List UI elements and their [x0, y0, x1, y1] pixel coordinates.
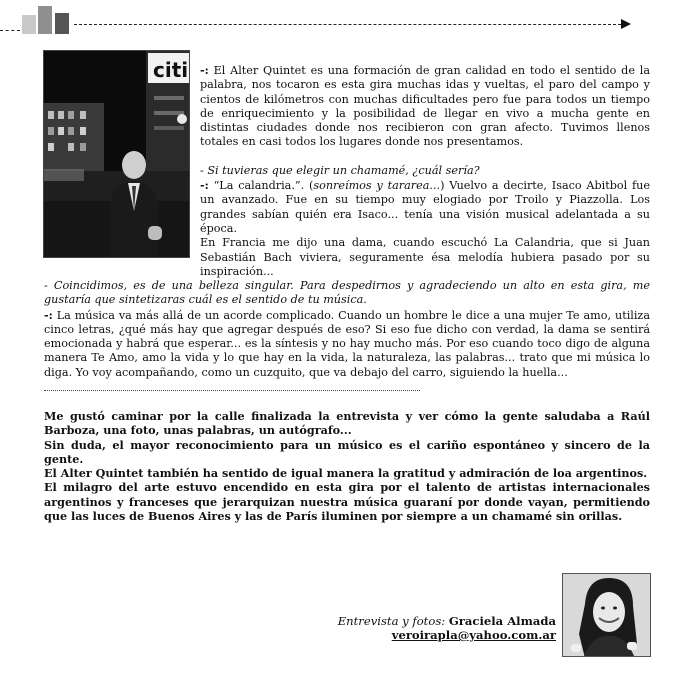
header-dashed-line	[74, 24, 626, 25]
answer-paragraph-2-cont: En Francia me dijo una dama, cuando escuchó La Calandria, que si Juan Sebastián Bach viviera, seguramente ésa melodía hubiera pasado por su inspiración...	[200, 236, 650, 278]
credit-email-link[interactable]: veroirapla@yahoo.com.ar	[391, 628, 556, 642]
answer-paragraph-3	[44, 308, 650, 380]
header-square-mid	[38, 6, 52, 34]
answer-text-2-italic: sonreímos y tararea...	[313, 179, 441, 193]
answer-paragraph-2	[200, 178, 650, 236]
question-2: - Si tuvieras que elegir un chamamé, ¿cuál sería?	[200, 163, 480, 177]
photo-musician-night-street	[43, 50, 190, 258]
author-credit	[338, 614, 556, 642]
citi-sign-text: citi	[153, 58, 189, 82]
answer-marker: -:	[44, 307, 53, 322]
credit-label: Entrevista y fotos:	[337, 614, 446, 628]
header-square-dark	[55, 13, 69, 34]
closing-line-3: El Alter Quintet también ha sentido de igual manera la gratitud y admiración de loa argentinos.	[44, 466, 648, 481]
closing-line-1: Me gustó caminar por la calle finalizada la entrevista y ver cómo la gente saludaba a Raúl Barboza, una foto, unas palabras, un autógrafo...	[44, 409, 650, 438]
interview-block-2	[44, 279, 650, 380]
interview-block-1	[200, 63, 650, 279]
header-dashed-line-left	[0, 30, 20, 31]
question-3: - Coincidimos, es de una belleza singular. Para despedirnos y agradeciendo un alto en esta gira, me gustaría que sintetizaras cuál es el sentido de tu música.	[44, 279, 650, 307]
closing-block	[44, 409, 650, 523]
arrow-right-icon	[621, 19, 631, 29]
answer-marker: -:	[200, 178, 209, 193]
answer-text-1: El Alter Quintet es una formación de gran calidad en todo el sentido de la palabra, nos tocaron es esta gira muchas idas y vueltas, el paro del campo y cientos de kilómetros con muchas dificultades pero fue para todos un tiempo de enriquecimiento y la posibilidad de llegar en vivo a mucha gente en distintas ciudades donde nos recibieron con gran afecto. Tuvimos llenos totales en casi todos los lugares donde nos presentamos.	[200, 64, 650, 149]
answer-marker: -:	[200, 63, 209, 77]
answer-paragraph-1	[200, 63, 650, 150]
answer-text-3: La música va más allá de un acorde complicado. Cuando un hombre le dice a una mujer Te amo, utiliza cinco letras, ¿qué más hay que agregar después de eso? Si eso fue dicho con verdad, la dama se sentirá emocionada y habrá que esperar... es la síntesis y no hay mucho más. Por eso cuando toco digo de alguna manera Te Amo, amo la vida y lo que hay en la vida, la naturaleza, las palabras... trato que mi música lo diga. Yo voy acompañando, como un cuzquito, que va debajo del carro, siguiendo la huella...	[44, 308, 650, 379]
credit-name: Graciela Almada	[448, 614, 556, 628]
answer-text-2b: ) Vuelvo a decirte, Isaco Abitbol fue un avanzado. Fue en su tiempo muy elogiado por Troilo y Piazzolla. Los grandes sabían quién era Isaco... tenía una visión musical adelantada a su época.	[200, 179, 650, 235]
photo-author-portrait	[562, 573, 651, 657]
dotted-divider	[44, 390, 420, 391]
closing-line-4: El milagro del arte estuvo encendido en esta gira por el talento de artistas internacionales argentinos y franceses que jerarquizan nuestra música guaraní por donde vayan, permitiendo que las luces de Buenos Aires y las de París iluminen por siempre a un chamamé sin orillas.	[44, 480, 650, 524]
closing-line-2: Sin duda, el mayor reconocimiento para un músico es el cariño espontáneo y sincero de la gente.	[44, 437, 650, 466]
header-square-light	[22, 15, 36, 34]
answer-text-2a: “La calandria.”. (	[208, 179, 314, 193]
